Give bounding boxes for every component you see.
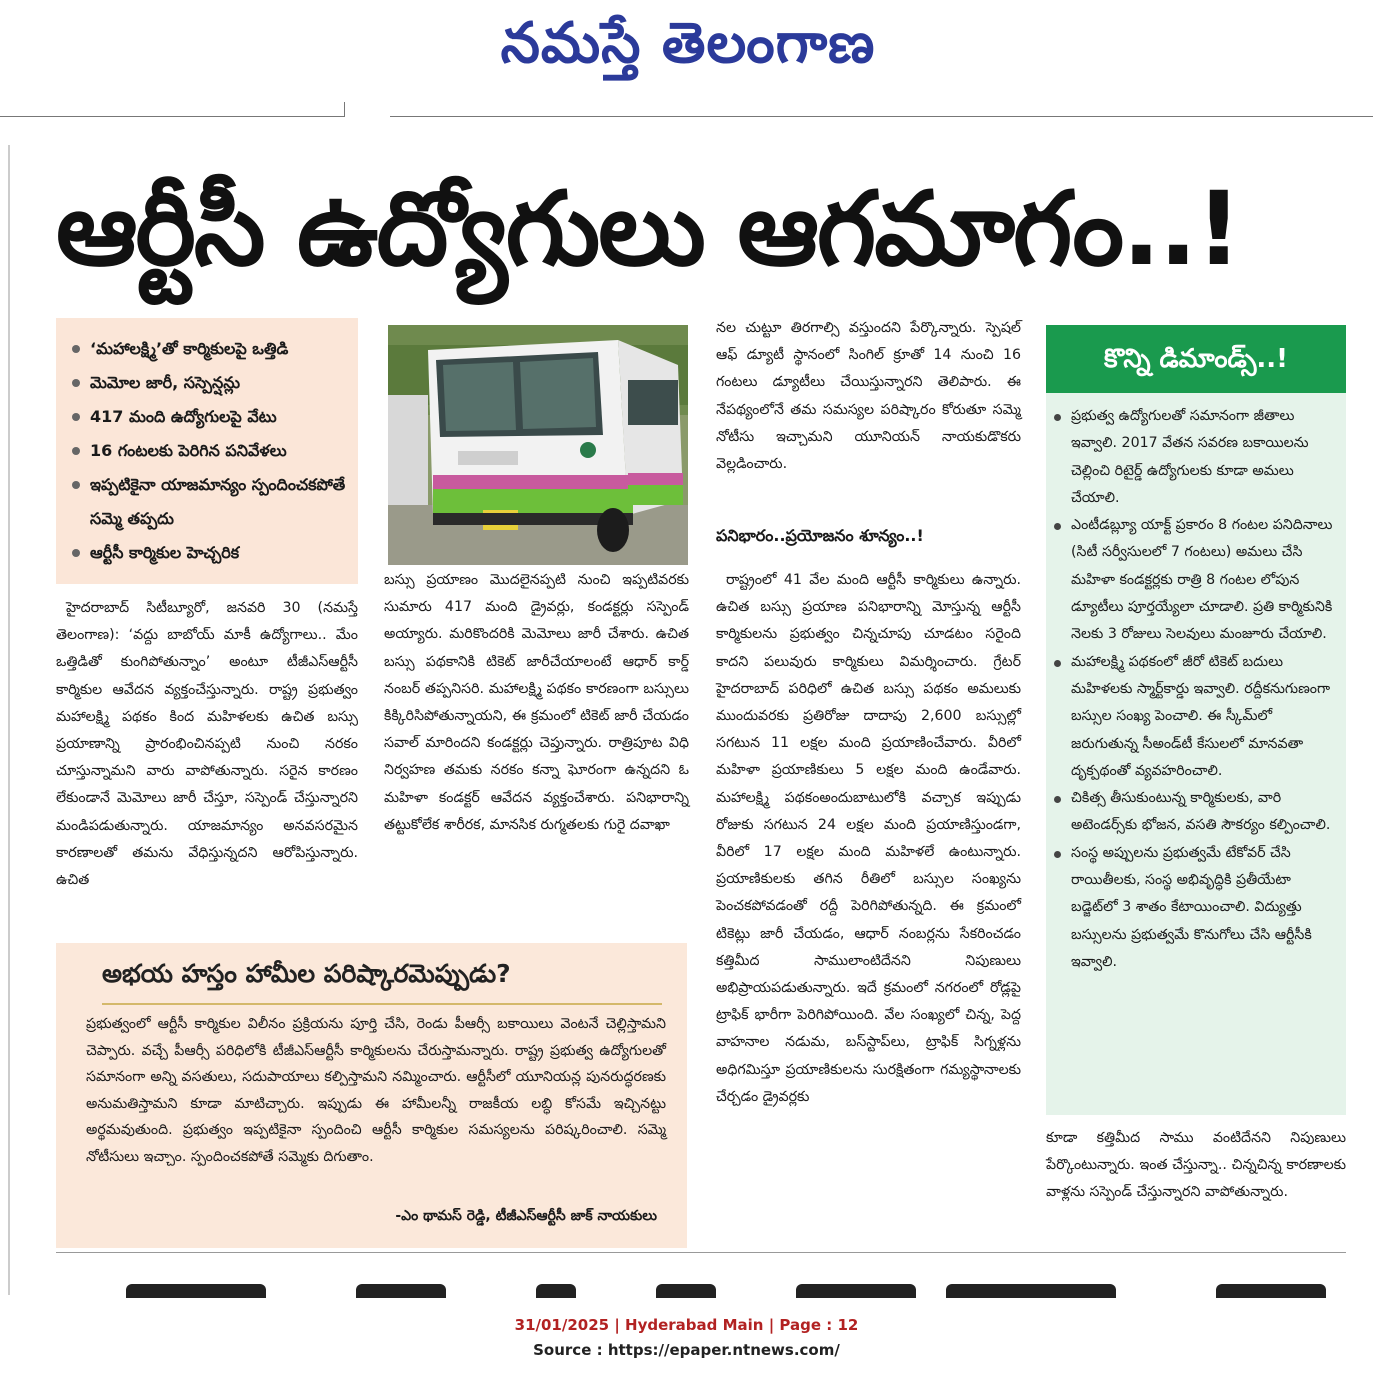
quote-body: ప్రభుత్వంలో ఆర్టీసీ కార్మికుల విలీనం ప్రక్రియను పూర్తి చేసి, రెండు పీఆర్సీ బకాయిలు వెంటనే చెల్లిస్తామని చెప్పారు. వచ్చే పీఆర్సీ పరిధిలోకి టీజీఎస్‌ఆర్టీసీ కార్మికులను చేరుస్తామన్నారు. రాష్ట్ర ప్రభుత్వ ఉద్యోగులతో సమానంగా అన్ని వసతులు, సదుపాయాలు కల్పిస్తామని నమ్మించారు. ఆర్టీసీలో యూనియన్ల పునరుద్ధరణకు అనుమతిస్తామని కూడా మాటిచ్చారు. ఇప్పుడు ఈ హామీలన్నీ రాజకీయ లబ్ధి కోసమే ఇచ్చినట్టు అర్థమవుతుంది. ప్రభుత్వం ఇప్పటికైనా స్పందించి ఆర్టీసీ కార్మికుల సమస్యలను పరిష్కరించాలి. సమ్మె నోటీసులు ఇచ్చాం. స్పందించకపోతే సమ్మెకు దిగుతాం. [86, 1016, 666, 1165]
article-paragraph: కూడా కత్తిమీద సాము వంటిదేనని నిపుణులు పేర్కొంటున్నారు. ఇంత చేస్తున్నా.. చిన్నచిన్న కారణాలకు వాళ్లను సస్పెండ్ చేస్తున్నారని వాపోతున్నారు. [1046, 1130, 1346, 1201]
left-margin-rule [8, 145, 10, 1295]
masthead-tick [344, 102, 345, 117]
bus-illustration [388, 325, 688, 565]
bus-photo [388, 325, 688, 565]
highlight-item: 417 మంది ఉద్యోగులపై వేటు [72, 400, 348, 434]
demand-item: ఎంటీడబ్ల్యూ యాక్ట్ ప్రకారం 8 గంటల పనిదినాలు (సిటీ సర్వీసులలో 7 గంటలు) అమలు చేసి మహిళా కండక్టర్లకు రాత్రి 8 గంటల లోపున డ్యూటీలు పూర్తయ్యేలా చూడాలి. ప్రతి కార్మికునికి నెలకు 3 రోజులు సెలవులు మంజూరు చేయాలి. [1054, 512, 1334, 648]
highlight-item: ‘మహాలక్ష్మి’తో కార్మికులపై ఒత్తిడి [72, 332, 348, 366]
article-column-3a [716, 315, 1021, 478]
source-url: Source : https://epaper.ntnews.com/ [533, 1341, 840, 1359]
masthead-rule-left [0, 116, 345, 117]
demand-item: మహాలక్ష్మి పథకంలో జీరో టికెట్ బదులు మహిళలకు స్మార్ట్‌కార్డు ఇవ్వాలి. రద్దీకనుగుణంగా బస్సుల సంఖ్య పెంచాలి. ఈ స్కీమ్‌లో జరుగుతున్న సీఅండ్‌టీ కేసులలో మానవతా దృక్పథంతో వ్యవహరించాలి. [1054, 649, 1334, 785]
headline-fragment [536, 1284, 576, 1298]
demand-item: సంస్థ అప్పులను ప్రభుత్వమే టేకోవర్ చేసి రాయితీలకు, సంస్థ అభివృద్ధికి ప్రతీయేటా బడ్జెట్‌లో 3 శాతం కేటాయించాలి. విద్యుత్తు బస్సులను ప్రభుత్వమే కొనుగోలు చేసి ఆర్టీసీకి ఇవ్వాలి. [1054, 840, 1334, 976]
masthead [0, 0, 1373, 100]
highlights-box [56, 318, 358, 584]
quote-box [56, 943, 687, 1248]
article-paragraph: హైదరాబాద్ సిటీబ్యూరో, జనవరి 30 (నమస్తే తెలంగాణ): ‘వద్దు బాబోయ్ మాకీ ఉద్యోగాలు.. మేం ఒత్తిడితో కుంగిపోతున్నాం’ అంటూ టీజీఎస్ఆర్టీసీ కార్మికుల ఆవేదన వ్యక్తంచేస్తున్నారు. రాష్ట్ర ప్రభుత్వం మహాలక్ష్మి పథకం కింద మహిళలకు ఉచిత బస్సు ప్రయాణాన్ని ప్రారంభించినప్పటి నుంచి నరకం చూస్తున్నామని వారు వాపోతున్నారు. సరైన కారణం లేకుండానే మెమోలు జారీ చేస్తూ, సస్పెండ్ చేస్తున్నారని మండిపడుతున్నారు. యాజమాన్యం అనవసరమైన కారణాలతో తమను వేధిస్తున్నదని ఆరోపిస్తున్నారు. ఉచిత [56, 600, 358, 889]
highlight-item: మెమోల జారీ, సస్పెన్షన్లు [72, 366, 348, 400]
highlight-item: ఆర్టీసీ కార్మికుల హెచ్చరిక [72, 536, 348, 570]
headline-fragment [946, 1284, 1116, 1298]
bullet-icon [72, 481, 80, 489]
article-column-2 [384, 567, 689, 839]
article-paragraph: నల చుట్టూ తిరగాల్సి వస్తుందని పేర్కొన్నారు. స్పెషల్ ఆఫ్ డ్యూటీ స్థానంలో సింగిల్ క్రూతో 14 నుంచి 16 గంటలు డ్యూటీలు చేయిస్తున్నారని తెలిపారు. ఈ నేపథ్యంలోనే తమ సమస్యల పరిష్కారం కోరుతూ సమ్మె నోటీసు ఇచ్చామని యూనియన్ నాయకుడొకరు వెల్లడించారు. [716, 320, 1021, 473]
article-column-3b [716, 567, 1021, 1111]
bullet-icon [1054, 523, 1061, 530]
edition-info: 31/01/2025 | Hyderabad Main | Page : 12 [514, 1316, 859, 1334]
next-article-headline-fragment [56, 1284, 1346, 1298]
demands-title: కొన్ని డిమాండ్స్..! [1046, 325, 1346, 393]
bullet-icon [1054, 796, 1061, 803]
article-paragraph: రాష్ట్రంలో 41 వేల మంది ఆర్టీసీ కార్మికులు ఉన్నారు. ఉచిత బస్సు ప్రయాణ పనిభారాన్ని మోస్తున్న ఆర్టీసీ కార్మికులను ప్రభుత్వం చిన్నచూపు చూడటం సరైంది కాదని పలువురు కార్మికులు విమర్శించారు. గ్రేటర్ హైదరాబాద్ పరిధిలో ఉచిత బస్సు పథకం అమలుకు ముందువరకు ప్రతిరోజు దాదాపు 2,600 బస్సుల్లో సగటున 11 లక్షల మంది ప్రయాణించేవారు. వీరిలో మహిళా ప్రయాణికులు 5 లక్షల మంది ఉండేవారు. మహాలక్ష్మి పథకంఅందుబాటులోకి వచ్చాక ఇప్పుడు రోజుకు సగటున 24 లక్షల మంది ప్రయాణిస్తుండగా, వీరిలో 17 లక్షల మంది మహిళలే ఉంటున్నారు. ప్రయాణికులకు తగిన రీతిలో బస్సుల సంఖ్యను పెంచకపోవడంతో రద్దీ పెరిగిపోతున్నది. ఈ క్రమంలో టికెట్లు జారీ చేయడం, ఆధార్ నంబర్లను సేకరించడం కత్తిమీద సాములాంటిదేనని నిపుణులు అభిప్రాయపడుతున్నారు. ఇదే క్రమంలో నగరంలో రోడ్లపై ట్రాఫిక్ భారీగా పెరిగిపోయింది. వేల సంఖ్యలో చిన్న, పెద్ద వాహనాల నడుమ, బస్‌స్టాప్‌లు, ట్రాఫిక్ సిగ్నళ్లను అధిగమిస్తూ ప్రయాణికులను సురక్షితంగా గమ్యస్థానాలకు చేర్చడం డ్రైవర్లకు [716, 572, 1021, 1105]
headline-fragment [796, 1284, 916, 1298]
highlight-item: ఇప్పటికైనా యాజమాన్యం స్పందించకపోతే సమ్మె తప్పదు [72, 468, 348, 536]
bullet-icon [1054, 851, 1061, 858]
bullet-icon [1054, 660, 1061, 667]
demand-item: చికిత్స తీసుకుంటున్న కార్మికులకు, వారి అటెండర్స్‌కు భోజన, వసతి సౌకర్యం కల్పించాలి. [1054, 785, 1334, 840]
headline-fragment [126, 1284, 266, 1298]
headline: ఆర్టీసీ ఉద్యోగులు ఆగమాగం..! [56, 170, 1241, 289]
headline-fragment [1216, 1284, 1326, 1298]
quote-signature: -ఎం థామస్ రెడ్డి, టీజీఎస్ఆర్టీసీ జాక్ నాయకులు [395, 1208, 657, 1224]
bottom-rule [56, 1252, 1346, 1253]
bullet-icon [72, 345, 80, 353]
article-subhead: పనిభారం..ప్రయోజనం శూన్యం..! [716, 526, 924, 545]
highlight-item: 16 గంటలకు పెరిగిన పనివేళలు [72, 434, 348, 468]
bullet-icon [72, 549, 80, 557]
demands-list [1046, 393, 1346, 976]
page-footer [0, 1312, 1373, 1362]
bullet-icon [1054, 414, 1061, 421]
article-column-1 [56, 595, 358, 894]
article-column-4 [1046, 1125, 1346, 1207]
quote-title-underline [102, 1003, 662, 1005]
newspaper-logo: నమస్తే తెలంగాణ [500, 10, 876, 76]
bullet-icon [72, 413, 80, 421]
bullet-icon [72, 379, 80, 387]
demands-box [1046, 325, 1346, 1115]
headline-fragment [356, 1284, 446, 1298]
demand-item: ప్రభుత్వ ఉద్యోగులతో సమానంగా జీతాలు ఇవ్వాలి. 2017 వేతన సవరణ బకాయిలను చెల్లించి రిటైర్డ్ ఉద్యోగులకు కూడా అమలు చేయాలి. [1054, 403, 1334, 512]
quote-title: అభయ హస్తం హామీల పరిష్కారమెప్పుడు? [102, 959, 511, 988]
article-paragraph: బస్సు ప్రయాణం మొదలైనప్పటి నుంచి ఇప్పటివరకు సుమారు 417 మంది డ్రైవర్లు, కండక్టర్లు సస్పెండ్ అయ్యారు. మరికొందరికి మెమోలు జారీ చేశారు. ఉచిత బస్సు పథకానికి టికెట్ జారీచేయాలంటే ఆధార్ కార్డ్ నంబర్ తప్పనిసరి. మహాలక్ష్మి పథకం కారణంగా బస్సులు కిక్కిరిసిపోతున్నాయని, ఈ క్రమంలో టికెట్ జారీ చేయడం సవాల్ మారిందని కండక్టర్లు చెప్తున్నారు. రాత్రిపూట విధి నిర్వహణ తమకు నరకం కన్నా ఘోరంగా ఉన్నదని ఓ మహిళా కండక్టర్ ఆవేదన వ్యక్తంచేశారు. పనిభారాన్ని తట్టుకోలేక శారీరక, మానసిక రుగ్మతలకు గురై దవాఖా [384, 572, 689, 833]
bullet-icon [72, 447, 80, 455]
masthead-rule-right [390, 116, 1373, 117]
headline-fragment [656, 1284, 716, 1298]
